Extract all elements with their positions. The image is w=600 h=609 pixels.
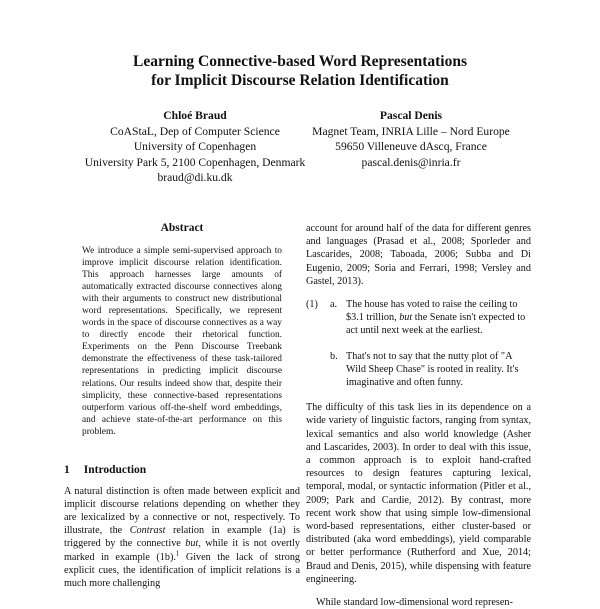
intro-text: Given the lack of strong explicit cues, the identification of implicit relations is a much more challenging bbox=[64, 551, 301, 590]
intro-text: relation in example (1a) is triggered by the connective bbox=[64, 525, 300, 550]
abstract-body: We introduce a simple semi-supervised approach to improve implicit discourse relation identification. This approach harnesses large amounts of automatically extracted discourse connectives along with their arguments to construct new distributional word representations. Specifically, we represent words in the space of discourse connectives as a way to directly encode their rhetorical function. Experiments on the Penn Discourse Treebank demonstrate the effectiveness of these task-tailored representations in predicting implicit discourse relations. Our results indeed show that, despite their simplicity, these connective-based representations outperform various off-the-shelf word embeddings, and achieve state-of-the-art performance on this problem. bbox=[82, 245, 282, 437]
footnote-marker[interactable]: 1 bbox=[175, 549, 180, 558]
author-email: pascal.denis@inria.fr bbox=[361, 155, 461, 169]
example-text bbox=[346, 298, 531, 338]
right-column bbox=[306, 222, 531, 609]
author-email: braud@di.ku.dk bbox=[157, 171, 233, 185]
section-number: 1 bbox=[64, 464, 70, 477]
author-address: 59650 Villeneuve dAscq, France bbox=[335, 140, 487, 154]
section-heading-introduction bbox=[64, 464, 300, 477]
example-block bbox=[306, 298, 531, 389]
title-line-1: Learning Connective-based Word Representations bbox=[133, 53, 467, 70]
author-affiliation: University of Copenhagen bbox=[133, 140, 257, 154]
example-1b bbox=[306, 350, 531, 390]
introduction-paragraph bbox=[64, 485, 300, 591]
author-block-2 bbox=[296, 108, 526, 170]
paragraph: account for around half of the data for different genres and languages (Prasad et al., 2008; Sporleder and Lascarides, 2008; Taboada, 2006; Subba and Di Eugenio, 2009; Soria and Ferrari, 1998; Versley and Gastel, 2013). bbox=[306, 223, 531, 287]
author-address: University Park 5, 2100 Copenhagen, Denmark bbox=[84, 155, 306, 169]
abstract-heading: Abstract bbox=[160, 222, 204, 234]
section-title: Introduction bbox=[83, 464, 147, 477]
example-letter: a. bbox=[330, 299, 338, 311]
paragraph: The difficulty of this task lies in its dependence on a wide variety of linguistic factors, ranging from syntax, lexical semantics and also world knowledge (Asher and Lascarides, 2003). In order to deal with this issue, a common approach is to exploit hand-crafted resources to design features capturing lexical, temporal, modal, or syntactic information (Pitler et al., 2009; Park and Cardie, 2012). By contrast, more recent work show that using simple low-dimensional word-based representations, either cluster-based or distributed (aka word embeddings), yield comparable or better performance (Rutherford and Xue, 2014; Braud and Denis, 2015), while dispensing with feature engineering. bbox=[306, 402, 531, 585]
intro-text: , while it is not overtly marked in example (1b). bbox=[64, 538, 301, 563]
author-name: Chloé Braud bbox=[163, 109, 227, 122]
author-block-1 bbox=[80, 108, 310, 186]
intro-italic-but: but bbox=[185, 538, 199, 550]
example-italic-but: but bbox=[399, 312, 413, 324]
example-letter: b. bbox=[330, 350, 338, 362]
author-name: Pascal Denis bbox=[379, 109, 443, 122]
author-affiliation: CoAStaL, Dep of Computer Science bbox=[110, 124, 280, 138]
intro-italic-contrast: Contrast bbox=[129, 525, 166, 537]
example-text-part: The house has voted to raise the ceiling to $3.1 trillion, bbox=[346, 299, 518, 324]
example-text-part: the Senate isn't expected to act until next week at the earliest. bbox=[346, 312, 526, 337]
intro-text: A natural distinction is often made between explicit and implicit discourse relations depending on whether they are lexicalized by a connective or not, respectively. To illustrate, the bbox=[64, 485, 300, 537]
example-1a bbox=[306, 298, 531, 338]
paragraph: While standard low-dimensional word represen- bbox=[316, 597, 513, 609]
title-line-2: for Implicit Discourse Relation Identification bbox=[151, 72, 449, 89]
author-affiliation: Magnet Team, INRIA Lille – Nord Europe bbox=[312, 124, 510, 138]
example-number: (1) bbox=[306, 299, 318, 311]
left-column bbox=[64, 222, 300, 590]
example-text: That's not to say that the nutty plot of "A Wild Sheep Chase" is rooted in reality. It's imaginative and often funny. bbox=[346, 350, 519, 389]
paper-title bbox=[0, 52, 600, 90]
